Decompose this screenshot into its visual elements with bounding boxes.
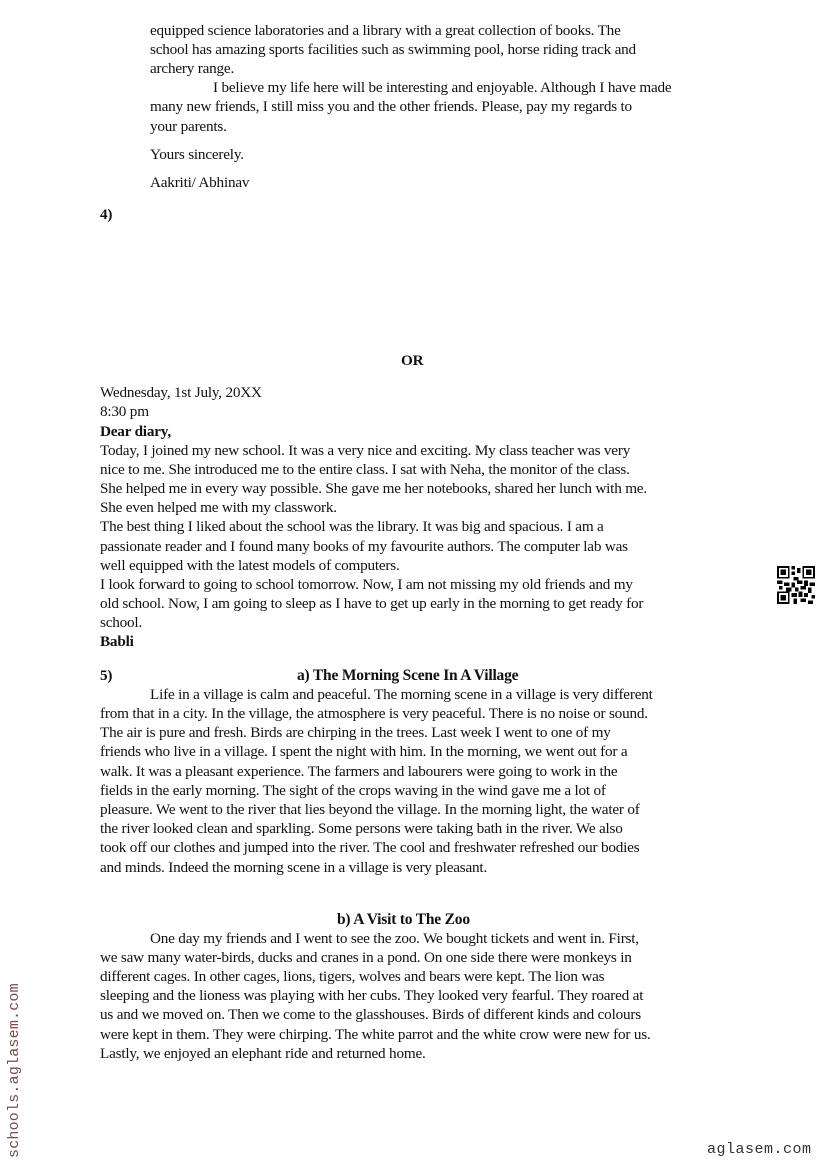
essay-line: were kept in them. They were chirping. The white parrot and the white crow were new for us. (100, 1026, 651, 1043)
essay-line: sleeping and the lioness was playing with her cubs. They looked very fearful. They roared at (100, 987, 644, 1004)
essay-line: The air is pure and fresh. Birds are chirping in the trees. Last week I went to one of my (100, 724, 611, 741)
diary-date: Wednesday, 1st July, 20XX (100, 384, 262, 401)
essay-b-title: b) A Visit to The Zoo (337, 911, 470, 928)
letter-line: many new friends, I still miss you and the other friends. Please, pay my regards to (150, 98, 632, 115)
essay-line: the river looked clean and sparkling. Some persons were taking bath in the river. We also (100, 820, 623, 837)
letter-line: equipped science laboratories and a library with a great collection of books. The (150, 22, 621, 39)
essay-line: pleasure. We went to the river that lies beyond the village. In the morning light, the water of (100, 801, 640, 818)
diary-signature: Babli (100, 633, 134, 650)
or-separator: OR (401, 352, 424, 369)
diary-line: The best thing I liked about the school was the library. It was big and spacious. I am a (100, 518, 604, 535)
diary-line: Today, I joined my new school. It was a very nice and exciting. My class teacher was very (100, 442, 631, 459)
diary-line: school. (100, 614, 143, 631)
essay-line: different cages. In other cages, lions, tigers, wolves and bears were kept. The lion was (100, 968, 605, 985)
letter-line: archery range. (150, 60, 235, 77)
essay-line: we saw many water-birds, ducks and cranes in a pond. On one side there were monkeys in (100, 949, 632, 966)
essay-line: fields in the early morning. The sight of the crops waving in the wind gave me a lot of (100, 782, 606, 799)
letter-closing: Yours sincerely. (150, 146, 244, 163)
question-number-5: 5) (100, 667, 113, 684)
letter-line: your parents. (150, 118, 227, 135)
diary-line: She helped me in every way possible. She gave me her notebooks, shared her lunch with me. (100, 480, 647, 497)
letter-line: school has amazing sports facilities such as swimming pool, horse riding track and (150, 41, 636, 58)
essay-line: One day my friends and I went to see the zoo. We bought tickets and went in. First, (150, 930, 639, 947)
essay-line: from that in a city. In the village, the atmosphere is very peaceful. There is no noise or sound. (100, 705, 648, 722)
qr-code-icon (777, 566, 815, 604)
diary-salutation: Dear diary, (100, 423, 171, 440)
essay-line: Life in a village is calm and peaceful. The morning scene in a village is very different (150, 686, 653, 703)
diary-line: well equipped with the latest models of computers. (100, 557, 400, 574)
diary-line: nice to me. She introduced me to the entire class. I sat with Neha, the monitor of the class. (100, 461, 630, 478)
question-number-4: 4) (100, 206, 113, 223)
letter-line: I believe my life here will be interesting and enjoyable. Although I have made (213, 79, 672, 96)
diary-time: 8:30 pm (100, 403, 149, 420)
essay-line: us and we moved on. Then we come to the glasshouses. Birds of different kinds and colours (100, 1006, 641, 1023)
essay-line: walk. It was a pleasant experience. The farmers and labourers were going to work in the (100, 763, 618, 780)
essay-a-title: a) The Morning Scene In A Village (297, 667, 519, 684)
essay-line: Lastly, we enjoyed an elephant ride and returned home. (100, 1045, 426, 1062)
diary-line: passionate reader and I found many books of my favourite authors. The computer lab was (100, 538, 628, 555)
diary-line: She even helped me with my classwork. (100, 499, 337, 516)
letter-signature: Aakriti/ Abhinav (150, 174, 250, 191)
footer-watermark: aglasem.com (707, 1141, 812, 1158)
essay-line: and minds. Indeed the morning scene in a village is very pleasant. (100, 859, 488, 876)
essay-line: friends who live in a village. I spent the night with him. In the morning, we went out for a (100, 743, 628, 760)
diary-line: I look forward to going to school tomorrow. Now, I am not missing my old friends and my (100, 576, 633, 593)
essay-line: took off our clothes and jumped into the river. The cool and freshwater refreshed our bodies (100, 839, 640, 856)
side-watermark: schools.aglasem.com (6, 983, 23, 1158)
diary-line: old school. Now, I am going to sleep as I have to get up early in the morning to get ready for (100, 595, 644, 612)
